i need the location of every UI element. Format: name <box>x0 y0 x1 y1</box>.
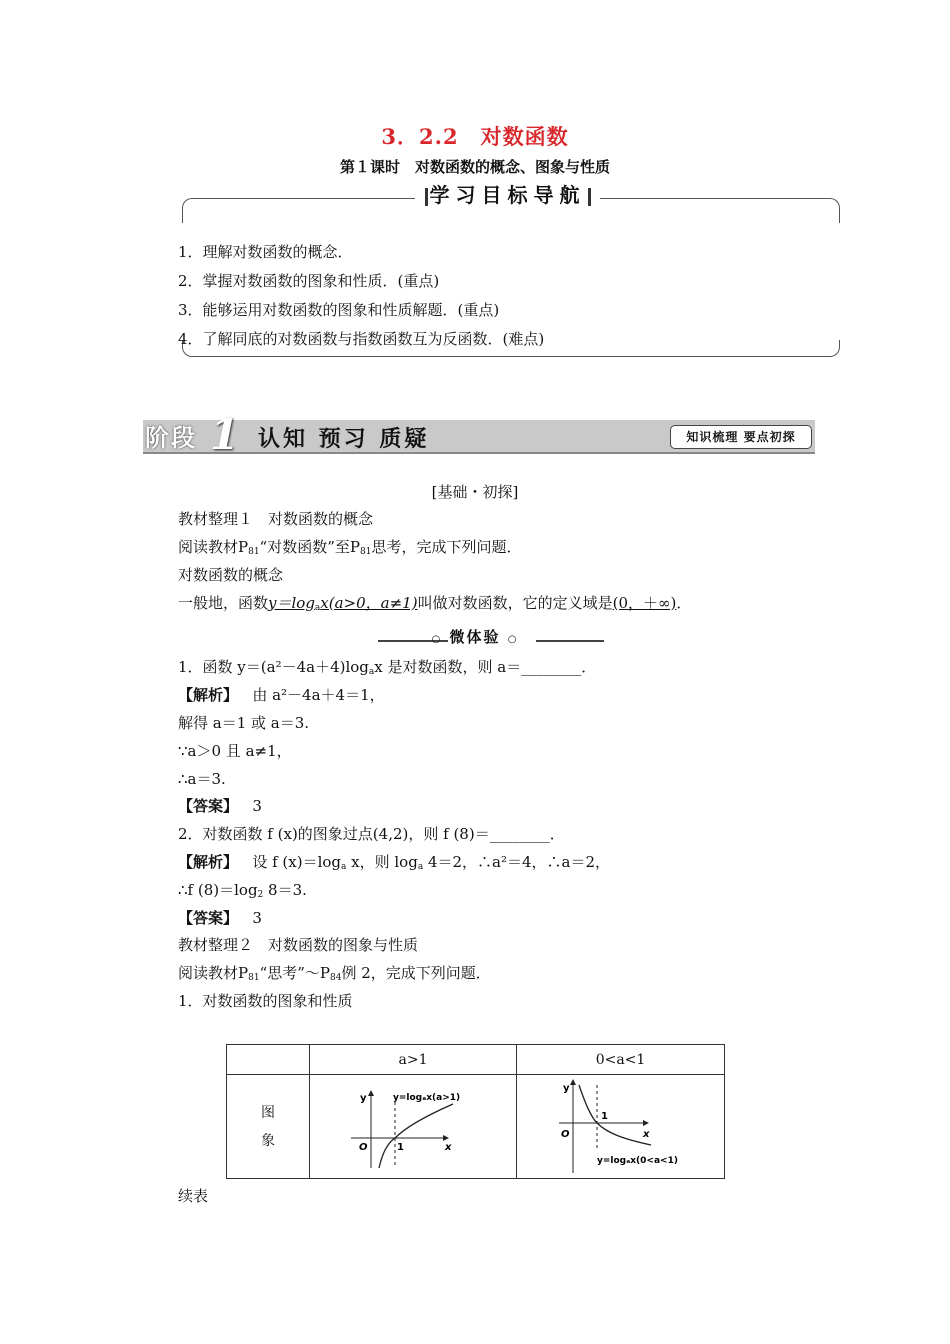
concept-function: $y=\log_ax(a>0$，a≠1) <box>268 594 418 613</box>
stage-tag: 知识梳理 要点初探 <box>670 425 812 449</box>
goal-item: 2．掌握对数函数的图象和性质．(重点) <box>178 272 440 290</box>
table-corner <box>227 1045 310 1075</box>
stage-title: 认知 预习 质疑 <box>258 426 430 452</box>
y-axis-label: y <box>360 1092 367 1104</box>
stage-number: 1 <box>210 410 240 459</box>
x-axis-label: x <box>445 1141 452 1153</box>
q2-step-2: ∴f $(8)=\log_2$ 8＝3. <box>178 881 307 900</box>
learning-goals-list <box>178 238 544 354</box>
q2-answer: 【答案】 3 <box>178 909 262 927</box>
goal-item: 3．能够运用对数函数的图象和性质解题．(重点) <box>178 301 500 319</box>
svg-text:O: O <box>560 1128 570 1140</box>
graph-properties-heading: 1．对数函数的图象和性质 <box>178 992 353 1010</box>
lesson-subtitle: 第１课时 对数函数的概念、图象与性质 <box>339 158 610 176</box>
q1-step-4: ∴a＝3. <box>178 770 226 788</box>
goal-item: 1．理解对数函数的概念． <box>178 243 353 261</box>
question-2: 2．对数函数 f (x)的图象过点(4,2)，则 f (8)＝________． <box>178 825 565 843</box>
q1-answer: 【答案】 3 <box>178 797 262 815</box>
graph-a-gt-1-cell <box>310 1075 517 1179</box>
sorting-1-heading: 教材整理１ 对数函数的概念 <box>178 510 374 528</box>
question-1: 1．函数 $y=(a^2-4a+4)\log_ax$ 是对数函数，则 a＝________． <box>178 658 597 677</box>
page-title: 3．2.2 对数函数 <box>381 124 569 149</box>
origin-label: O <box>359 1141 368 1153</box>
read-instruction-2: 阅读教材$P_{81}“$思考$”\sim P_{84}$例 2，完成下列问题． <box>178 964 491 983</box>
concept-definition: 一般地，函数$y=\log_ax(a>0$，a≠1)叫做对数函数，它的定义域是(0，＋∞)． <box>178 594 692 613</box>
graph-a-lt-1 <box>551 1079 691 1175</box>
svg-text:x: x <box>642 1128 649 1140</box>
graph-table <box>226 1044 725 1179</box>
svg-text:1: 1 <box>600 1110 608 1122</box>
row-label-graph: 图 象 <box>227 1075 310 1179</box>
learning-goals-title <box>415 180 600 210</box>
micro-title: ○ 微体验 ○ <box>431 628 519 646</box>
graph-a-gt-1 <box>343 1084 483 1170</box>
graph-2-function-label: y=logₐx(0<a<1) <box>596 1155 678 1166</box>
q2-analysis: 【解析】 设 f $(x)=\log_a$ x，则 $\log_a 4=2$，∴a²＝4，∴a＝2， <box>178 853 611 872</box>
header-a-gt-1: a>1 <box>310 1045 517 1075</box>
sorting-2-heading: 教材整理２ 对数函数的图象与性质 <box>178 936 419 954</box>
learning-goals-title-text: 学习目标导航 <box>429 183 586 207</box>
stage-label: 阶段 <box>145 424 197 452</box>
base-tag: [基础・初探] <box>431 483 519 501</box>
read-instruction-1: 阅读教材$P_{81}“$对数函数”至$P_{81}$思考，完成下列问题． <box>178 538 522 557</box>
concept-domain: (0，＋∞) <box>612 594 677 612</box>
goal-item: 4．了解同底的对数函数与指数函数互为反函数．(难点) <box>178 330 545 348</box>
concept-title: 对数函数的概念 <box>178 566 284 584</box>
graph-a-lt-1-cell <box>517 1075 725 1179</box>
continued-label: 续表 <box>178 1187 209 1205</box>
q1-step-3: ∵a＞0 且 a≠1， <box>178 742 292 760</box>
q1-step-2: 解得 a＝1 或 a＝3. <box>178 714 310 732</box>
svg-text:y: y <box>562 1082 570 1094</box>
one-label: 1 <box>397 1141 404 1153</box>
header-a-lt-1: 0<a<1 <box>517 1045 725 1075</box>
q1-analysis: 【解析】 由 a²－4a＋4＝1， <box>178 686 385 704</box>
graph-1-function-label: y=logₐx(a>1) <box>393 1092 461 1103</box>
